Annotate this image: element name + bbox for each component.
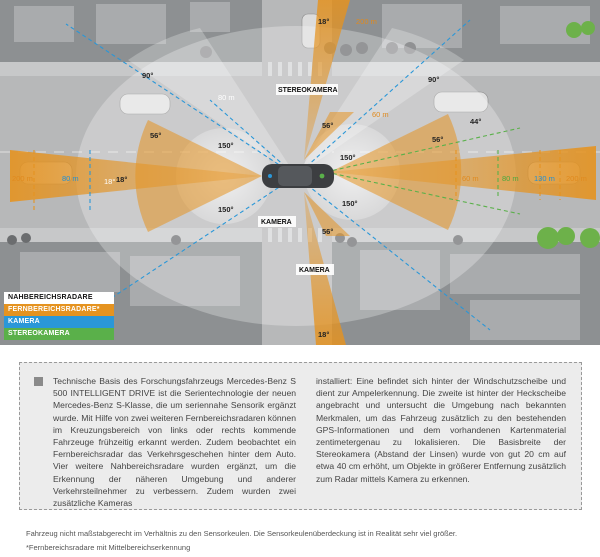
camera-label: KAMERA [261, 219, 292, 226]
caption-box [19, 362, 582, 510]
caption-column-1: Technische Basis des Forschungsfahrzeugs Mercedes-Benz S 500 INTELLIGENT DRIVE ist die Serientechnologie der neuen Mercedes-Benz S-Klasse, die um seriennahe Sensorik ergänzt wurde. Mit Hilfe von zwei weiteren Fernbereichsradaren können im Kreuzungsbereich von links oder rechts kommende Fahrzeuge frühzeitig erkannt werden. Zudem beobachtet ein Fernbereichsradar das Verkehrsgeschehen hinter dem Auto. Vier weitere Nahbereichsradare wurden ergänzt, um die Erkennung der näheren Umgebung und anderer Verkehrsteilnehmer zu verbessern. Zudem wurden zwei zusätzliche Kameras [53, 376, 296, 509]
angle-label: 56° [322, 121, 334, 130]
range-label: 130 m [534, 174, 555, 183]
legend-item-camera: KAMERA [4, 316, 114, 328]
angle-label: 150° [342, 199, 358, 208]
range-label: 80 m [218, 93, 235, 102]
angle-label: 56° [150, 131, 162, 140]
angle-label: 150° [218, 205, 234, 214]
range-label: 60 m [372, 110, 389, 119]
angle-label: 18° [116, 175, 128, 184]
legend-item-short-range-radar: NAHBEREICHSRADARE [4, 292, 114, 304]
range-label: 200 m [566, 174, 587, 183]
angle-label: 18° [318, 17, 330, 26]
range-label: 80 m [62, 174, 79, 183]
main-car [262, 164, 334, 188]
range-label: 60 m [462, 174, 479, 183]
angle-label: 90° [142, 71, 154, 80]
camera-label-rear: KAMERA [299, 267, 330, 274]
footnote-long-range: *Fernbereichsradare mit Mittelbereichserkennung [26, 543, 191, 552]
stereo-camera-label: STEREOKAMERA [278, 87, 338, 94]
legend [4, 292, 114, 340]
footnotes [26, 527, 586, 555]
angle-label: 18° [104, 177, 116, 186]
angle-label: 44° [470, 117, 482, 126]
angle-label: 150° [218, 141, 234, 150]
angle-label: 56° [322, 227, 334, 236]
caption-column-2: installiert: Eine befindet sich hinter der Windschutzscheibe und dient zur Ampelerkennung. Die zweite ist hinter der Heckscheibe angebracht und untersucht die Umgebung nach bekannten Merkmalen, um das Fahrzeug zusätzlich zu den bestehenden GPS-Informationen und dem vorhandenen Kartenmaterial zentimetergenau zu lokalisieren. Die Basisbreite der Stereokamera (Abstand der Linsen) wurde von gut 20 cm auf etwa 40 cm erhöht, um Objekte in größerer Entfernung zusätzlich zum Radar mittels Kamera zu erkennen. [316, 376, 566, 484]
angle-label: 150° [340, 153, 356, 162]
angle-label: 18° [318, 330, 330, 339]
range-label: 80 m [502, 174, 519, 183]
angle-label: 90° [428, 75, 440, 84]
range-label: 200 m [356, 17, 377, 26]
range-label: 200 m [12, 174, 33, 183]
square-bullet-icon [34, 377, 43, 386]
footnote-scale: Fahrzeug nicht maßstabgerecht im Verhältnis zu den Sensorkeulen. Die Sensorkeulenüberdeckung ist in Realität sehr viel größer. [26, 529, 458, 538]
angle-label: 56° [432, 135, 444, 144]
legend-item-long-range-radar: FERNBEREICHSRADARE* [4, 304, 114, 316]
legend-item-stereo-camera: STEREOKAMERA [4, 328, 114, 340]
